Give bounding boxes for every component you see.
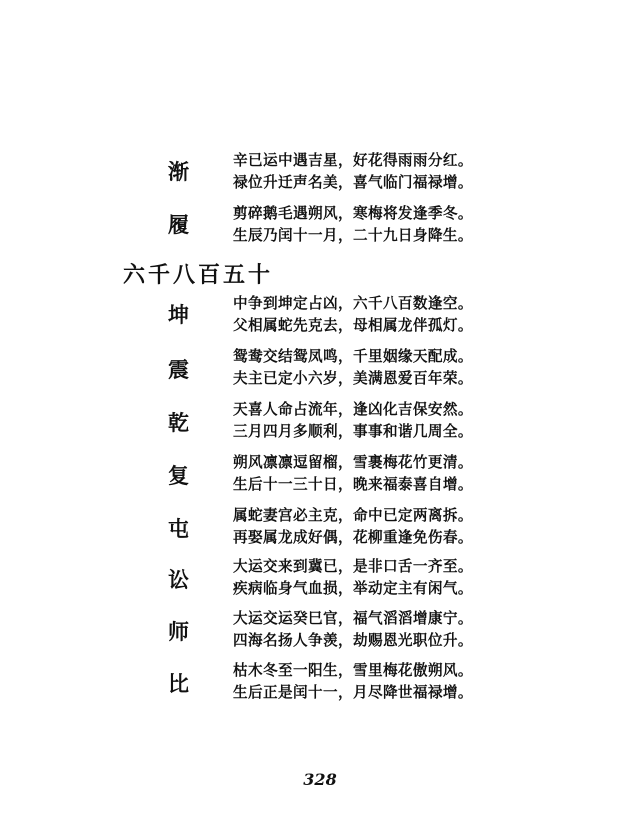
entry-label: 渐 [168,159,189,184]
entry-line: 大运交来到冀已，是非口舌一齐至。 [233,558,473,575]
entry-line: 鸳鸯交结鸳凤鸣，千里姻缘天配成。 [233,348,473,365]
entry-label: 乾 [168,410,189,435]
page-number: 328 [303,770,337,789]
entry-line: 夫主已定小六岁，美满恩爱百年荣。 [233,370,473,387]
entry-label: 比 [168,671,189,696]
entry-line: 生辰乃闰十一月，二十九日身降生。 [233,227,473,244]
entry-label: 屯 [168,516,189,541]
entry-lines [233,608,473,652]
entry-lines [233,293,473,337]
entry-lines [233,505,473,549]
entry-lines [233,399,473,443]
entry-lines [233,660,473,704]
entry-line: 大运交运癸巳官，福气滔滔增康宁。 [233,610,473,627]
entry-line: 三月四月多顺利，事事和谐几周全。 [233,423,473,440]
entry-line: 剪碎鹅毛遇朔风，寒梅将发逢季冬。 [233,205,473,222]
entry-line: 生后十一三十日，晚来福泰喜自增。 [233,476,473,493]
entry-label: 讼 [168,567,189,592]
entry-label: 履 [168,212,189,237]
entry-lines [233,150,473,194]
entry-lines [233,556,473,600]
entry-label: 震 [168,357,189,382]
entry-line: 天喜人命占流年，逢凶化吉保安然。 [233,401,473,418]
entry-line: 生后正是闰十一，月尽降世福禄增。 [233,684,473,701]
entry-line: 朔风凛凛逗留榴，雪裹梅花竹更清。 [233,454,473,471]
entry-label: 坤 [168,302,189,327]
entry-line: 疾病临身气血损，举动定主有闲气。 [233,580,473,597]
entry-label: 复 [168,463,189,488]
entry-line: 再娶属龙成好偶，花柳重逢免伤春。 [233,529,473,546]
entry-lines [233,346,473,390]
entry-line: 辛已运中遇吉星，好花得雨雨分红。 [233,152,473,169]
entry-line: 四海名扬人争羡，劫赐恩光职位升。 [233,632,473,649]
entry-line: 父相属蛇先克去，母相属龙伴孤灯。 [233,317,473,334]
entry-label: 师 [168,619,189,644]
entry-line: 中争到坤定占凶，六千八百数逢空。 [233,295,473,312]
entry-lines [233,452,473,496]
entry-lines [233,203,473,247]
entry-line: 枯木冬至一阳生，雪里梅花傲朔风。 [233,662,473,679]
entry-line: 属蛇妻宫必主克，命中已定两离拆。 [233,507,473,524]
entry-line: 禄位升迁声名美，喜气临门福禄增。 [233,174,473,191]
section-title: 六千八百五十 [123,262,274,288]
